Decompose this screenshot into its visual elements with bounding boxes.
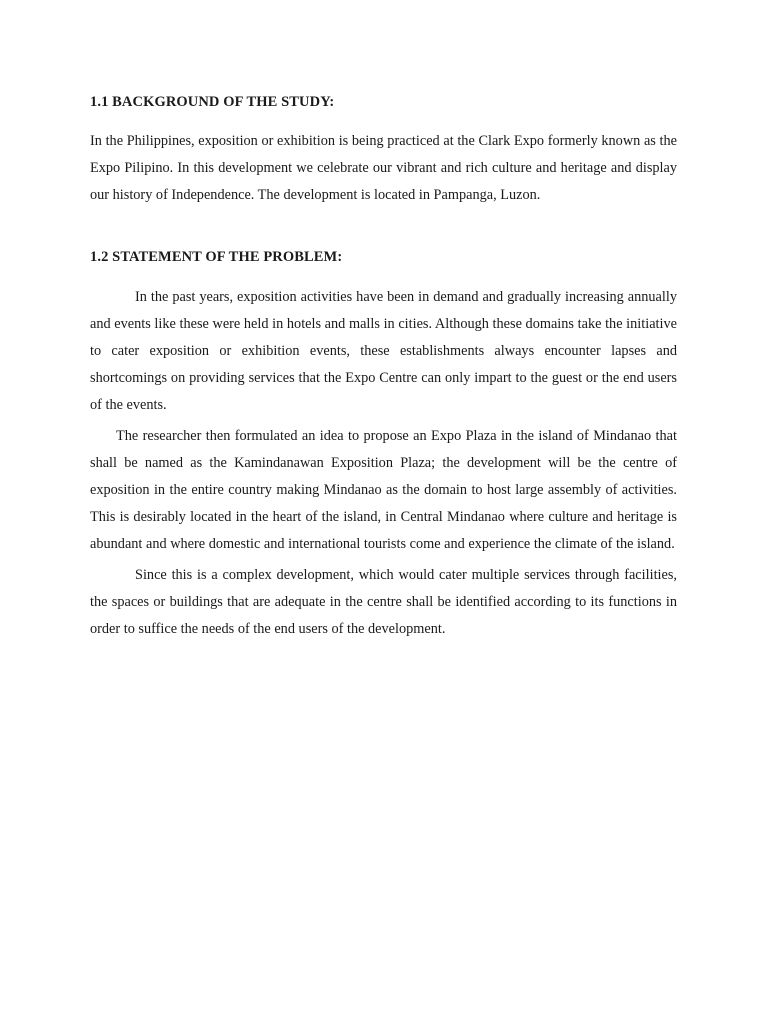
- section-heading-problem: 1.2 STATEMENT OF THE PROBLEM:: [90, 249, 343, 265]
- section-heading-background: 1.1 BACKGROUND OF THE STUDY:: [90, 94, 335, 110]
- document-page: [90, 92, 677, 647]
- paragraph-background: In the Philippines, exposition or exhibition is being practiced at the Clark Expo formerly known as the Expo Pilipino. In this development we celebrate our vibrant and rich culture and heritage and display our history of Independence. The development is located in Pampanga, Luzon.: [90, 133, 677, 203]
- paragraph-problem-1: In the past years, exposition activities have been in demand and gradually increasing annually and events like these were held in hotels and malls in cities. Although these domains take the initiative to cater exposition or exhibition events, these establishments always encounter lapses and shortcomings on providing services that the Expo Centre can only impart to the guest or the end users of the events.: [90, 289, 677, 413]
- paragraph-problem-3: Since this is a complex development, which would cater multiple services through facilities, the spaces or buildings that are adequate in the centre shall be identified according to its functions in order to suffice the needs of the end users of the development.: [90, 567, 677, 637]
- paragraph-problem-2: The researcher then formulated an idea to propose an Expo Plaza in the island of Mindanao that shall be named as the Kamindanawan Exposition Plaza; the development will be the centre of exposition in the entire country making Mindanao as the domain to host large assembly of activities. This is desirably located in the heart of the island, in Central Mindanao where culture and heritage is abundant and where domestic and international tourists come and experience the climate of the island.: [90, 428, 677, 552]
